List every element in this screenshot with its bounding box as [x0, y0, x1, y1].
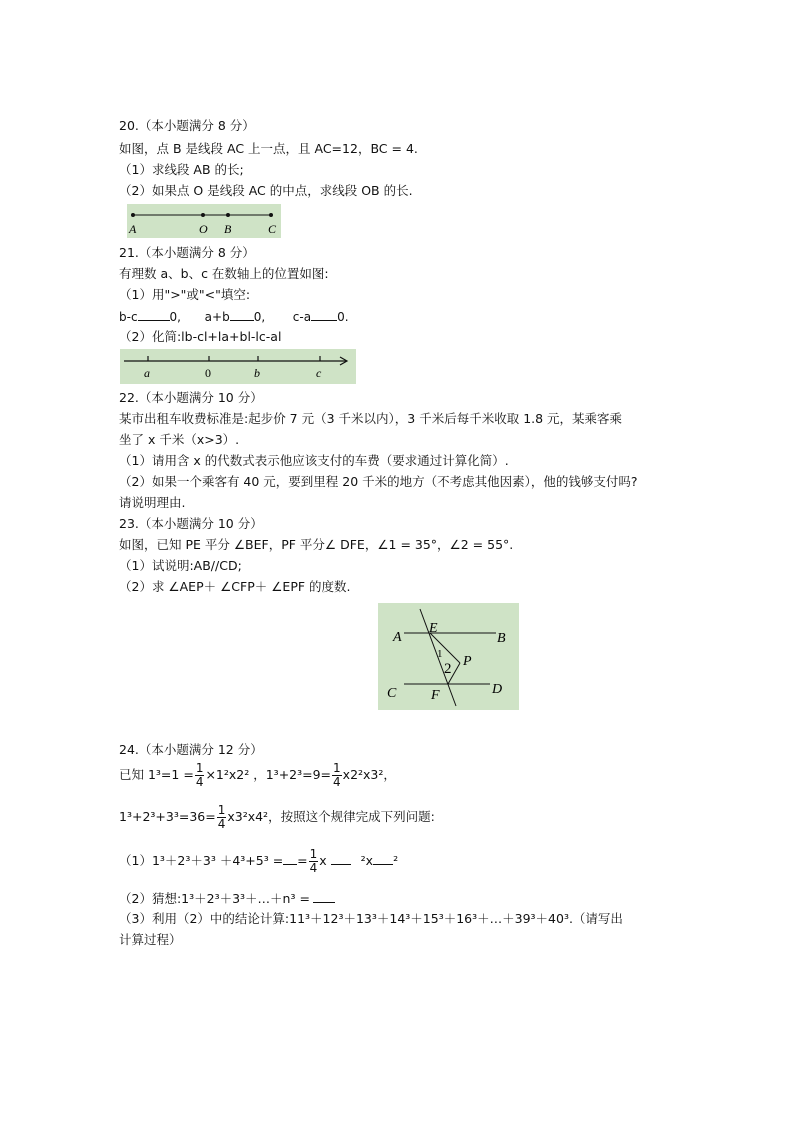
- q23-parallel-lines-figure: [378, 603, 519, 710]
- label-p: P: [463, 654, 472, 669]
- blank-factor-1[interactable]: [331, 852, 351, 865]
- blank-bc[interactable]: [138, 308, 170, 321]
- q22-part2-cont: 请说明理由.: [119, 495, 186, 510]
- q24-part3: （3）利用（2）中的结论计算:11³＋12³＋13³＋14³＋15³＋16³＋…＋39³＋40³.（请写出: [119, 911, 623, 926]
- label-c: C: [387, 686, 397, 701]
- fraction-one-quarter: $\frac{1}{4}$: [333, 761, 341, 789]
- q24-part2: （2）猜想:1³＋2³＋3³＋…＋n³ =: [119, 890, 335, 907]
- label-d: D: [492, 682, 503, 697]
- label-b: b: [254, 366, 260, 380]
- label-c: C: [268, 222, 277, 236]
- q22-stem-line1: 某市出租车收费标准是:起步价 7 元（3 千米以内），3 千米后每千米收取 1.8 元，某乘客乘: [119, 411, 623, 426]
- label-a: A: [129, 222, 137, 236]
- fraction-one-quarter: $\frac{1}{4}$: [309, 847, 318, 875]
- q21-title: 21.（本小题满分 8 分）: [119, 245, 255, 260]
- q23-stem: 如图，已知 PE 平分 ∠BEF，PF 平分∠ DFE，∠1 = 35°，∠2 = 55°.: [119, 537, 514, 552]
- blank-factor-2[interactable]: [373, 852, 393, 865]
- label-zero: 0: [205, 366, 211, 380]
- q21-fill-blanks: b-c 0, a+b 0, c-a 0.: [119, 310, 349, 324]
- label-o: O: [199, 222, 208, 236]
- label-f: F: [431, 688, 440, 703]
- q23-title: 23.（本小题满分 10 分）: [119, 516, 263, 531]
- q23-part1: （1）试说明:AB//CD;: [119, 558, 242, 573]
- q20-segment-figure: [127, 204, 281, 238]
- blank-expr-bc: b-c: [119, 310, 138, 324]
- q21-part2: （2）化简:lb-cl+la+bl-lc-al: [119, 329, 282, 344]
- q20-title: 20.（本小题满分 8 分）: [119, 118, 255, 133]
- label-a: a: [144, 366, 150, 380]
- point-c-dot: [269, 213, 273, 217]
- label-angle-2: 2: [444, 661, 452, 677]
- q24-given-line2: 1³+2³+3³=36= $\frac{1}{4}$ x3²x4²，按照这个规律完成下列问题:: [119, 803, 435, 831]
- blank-ab[interactable]: [230, 308, 254, 321]
- blank-expr-ab: a+b: [204, 310, 230, 324]
- blank-expr-ca: c-a: [292, 310, 312, 324]
- fraction-one-quarter: $\frac{1}{4}$: [217, 803, 226, 831]
- label-e: E: [429, 621, 438, 636]
- q21-number-line-figure: [120, 349, 356, 384]
- blank-sum[interactable]: [283, 852, 297, 865]
- label-b: B: [224, 222, 232, 236]
- q23-part2: （2）求 ∠AEP＋ ∠CFP＋ ∠EPF 的度数.: [119, 579, 351, 594]
- q21-part1: （1）用">"或"<"填空:: [119, 287, 251, 302]
- label-c: c: [316, 366, 322, 380]
- q24-given-line1: 已知 1³=1 = $\frac{1}{4}$ ×1²x2² ，1³+2³=9= $\frac{1}{4}$ x2²x3²，: [119, 761, 396, 789]
- blank-guess[interactable]: [313, 890, 335, 903]
- blank-ca[interactable]: [311, 308, 337, 321]
- q20-part1: （1）求线段 AB 的长;: [119, 162, 244, 177]
- q22-title: 22.（本小题满分 10 分）: [119, 390, 263, 405]
- q20-stem: 如图，点 B 是线段 AC 上一点，且 AC=12，BC = 4.: [119, 141, 418, 156]
- q22-part1: （1）请用含 x 的代数式表示他应该支付的车费（要求通过计算化简）.: [119, 453, 509, 468]
- point-a-dot: [131, 213, 135, 217]
- point-b-dot: [226, 213, 230, 217]
- q22-stem-line2: 坐了 x 千米（x>3）.: [119, 432, 240, 447]
- fraction-one-quarter: $\frac{1}{4}$: [195, 761, 204, 789]
- q20-part2: （2）如果点 O 是线段 AC 的中点，求线段 OB 的长.: [119, 183, 413, 198]
- point-o-dot: [201, 213, 205, 217]
- label-angle-1: 1: [437, 648, 443, 660]
- label-b: B: [497, 631, 506, 646]
- q24-title: 24.（本小题满分 12 分）: [119, 742, 263, 757]
- q22-part2: （2）如果一个乘客有 40 元，要到里程 20 千米的地方（不考虑其他因素），他的钱够支付吗?: [119, 474, 638, 489]
- q24-part3-cont: 计算过程）: [119, 932, 182, 947]
- label-a: A: [393, 630, 402, 645]
- q21-stem: 有理数 a、b、c 在数轴上的位置如图:: [119, 266, 329, 281]
- q24-part1: （1）1³＋2³＋3³ ＋4³+5³ = = $\frac{1}{4}$ x ²x ²: [119, 847, 399, 875]
